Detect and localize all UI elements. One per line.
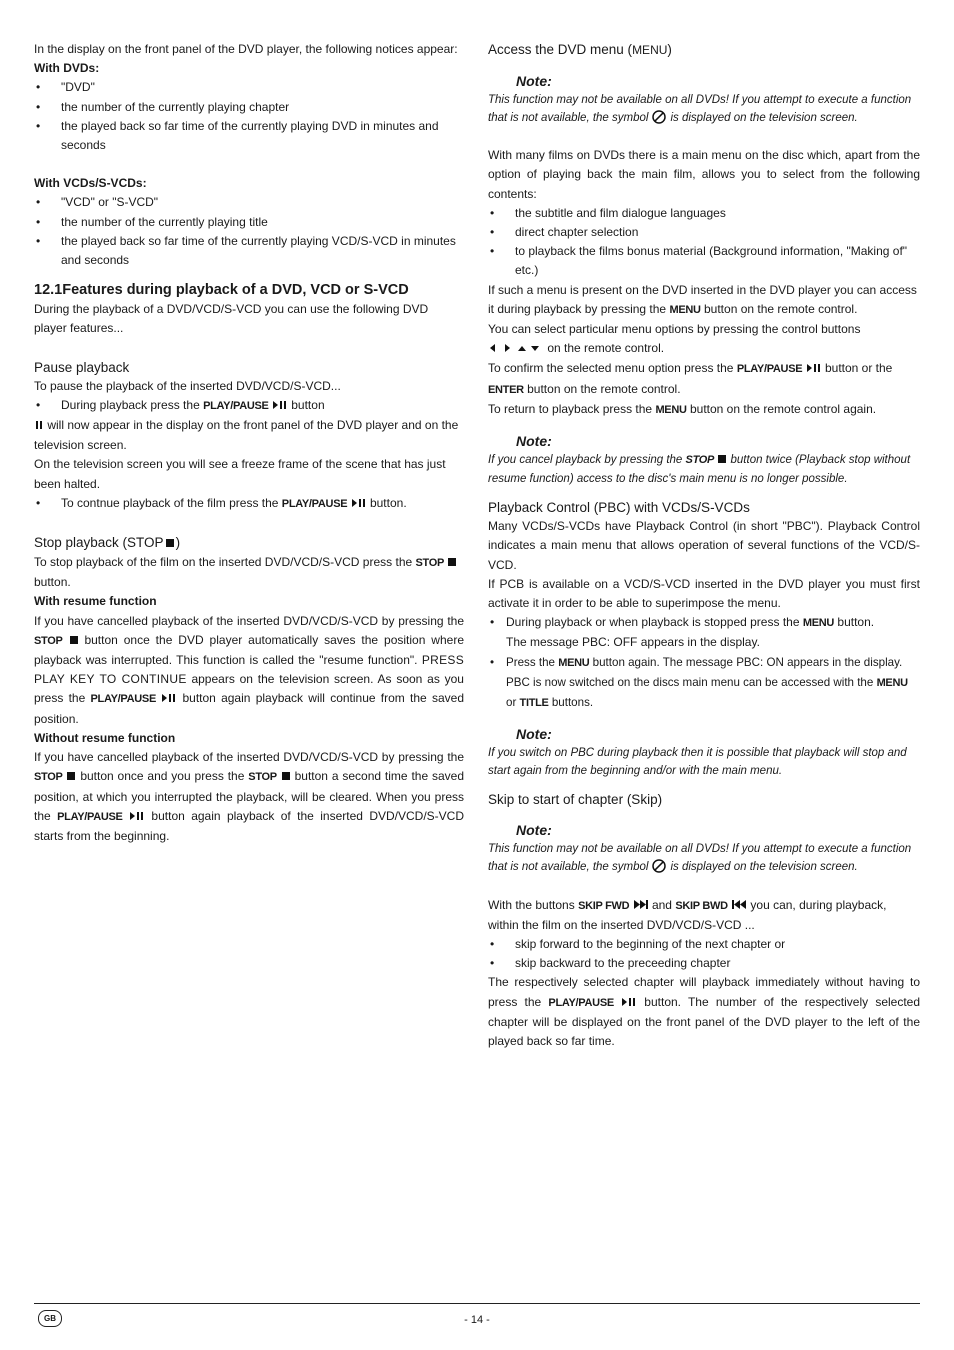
pbc-p2: If PCB is available on a VCD/S-VCD inserted in the DVD player you must first activate it in order to be able to superimpose the menu. bbox=[488, 576, 920, 611]
play-pause-key: PLAY/PAUSE bbox=[736, 363, 803, 376]
arrow-keys-icon bbox=[488, 340, 544, 359]
list-item: • During playback or when playback is stopped press the MENU button. The message PBC: OFF appears in the display. bbox=[488, 613, 920, 652]
stop-title: Stop playback (STOP ) bbox=[34, 533, 464, 553]
intro-text: In the display on the front panel of the DVD player, the following notices appear: bbox=[34, 42, 458, 56]
play-pause-icon bbox=[272, 397, 288, 416]
list-item: • To contnue playback of the film press the PLAY/PAUSE button. bbox=[34, 494, 464, 514]
stop-icon bbox=[447, 554, 457, 573]
stop-icon bbox=[281, 768, 291, 787]
stop-p1: To stop playback of the film on the inserted DVD/VCD/S-VCD press the STOP button. bbox=[34, 553, 464, 592]
pbc-on-message: PBC: ON bbox=[736, 655, 784, 669]
dvds-heading: With DVDs: bbox=[34, 61, 100, 76]
list-item: • Press the MENU button again. The message PBC: ON appears in the display. PBC is now switched on the discs main menu can be accessed with the MENU or TITLE buttons. bbox=[488, 653, 920, 714]
note-heading: Note: bbox=[516, 433, 552, 450]
stop-key: STOP bbox=[685, 454, 715, 467]
prohibited-icon bbox=[652, 859, 666, 873]
skip-p1: With the buttons SKIP FWD and SKIP BWD you can, during playback, within the film on the inserted DVD/VCD/S-VCD ... bbox=[488, 897, 887, 932]
pbc-list bbox=[488, 613, 920, 713]
note-heading: Note: bbox=[516, 73, 552, 89]
page-number: - 14 - bbox=[464, 1314, 490, 1326]
menu-p4: To confirm the selected menu option press the PLAY/PAUSE button or the ENTER button on the remote control. bbox=[488, 361, 893, 396]
menu-key: MENU bbox=[558, 656, 590, 669]
play-pause-key: PLAY/PAUSE bbox=[203, 399, 269, 412]
list-item: • to playback the films bonus material (Background information, "Making of" etc.) bbox=[488, 242, 920, 280]
menu-key: MENU bbox=[655, 403, 687, 416]
skip-backward-icon bbox=[731, 897, 747, 916]
play-pause-icon bbox=[161, 690, 177, 709]
play-pause-key: PLAY/PAUSE bbox=[281, 497, 348, 510]
list-item: • the played back so far time of the currently playing DVD in minutes and seconds bbox=[34, 117, 464, 155]
menu-p1: With many films on DVDs there is a main menu on the disc which, apart from the option of playing back the main film, allows you to select from the following contents: bbox=[488, 148, 920, 201]
stop-key: STOP bbox=[34, 771, 63, 784]
list-item: • skip forward to the beginning of the next chapter or bbox=[488, 935, 920, 954]
pause-icon bbox=[34, 417, 44, 436]
note-text: This function may not be available on all DVDs! If you attempt to execute a function that is not available, the symbol is displayed on the television screen. bbox=[488, 94, 912, 124]
skip-fwd-key: SKIP FWD bbox=[578, 899, 630, 912]
list-item: • the number of the currently playing title bbox=[34, 213, 464, 232]
pbc-p1: Many VCDs/S-VCDs have Playback Control (in short "PBC"). Playback Control indicates a main menu that allows operation of several functions of the VCD/S-VCD. bbox=[488, 519, 920, 572]
menu-key: MENU bbox=[802, 617, 835, 630]
stop-key: STOP bbox=[248, 771, 277, 784]
skip-bwd-key: SKIP BWD bbox=[675, 899, 728, 912]
list-item: • During playback press the PLAY/PAUSE button bbox=[34, 396, 464, 416]
note-text: This function may not be available on all DVDs! If you attempt to execute a function that is not available, the symbol is displayed on the television screen. bbox=[488, 843, 912, 874]
footer-divider bbox=[34, 1303, 920, 1304]
pause-p1: To pause the playback of the inserted DVD/VCD/S-VCD... bbox=[34, 378, 341, 393]
right-column bbox=[488, 40, 920, 1051]
list-item: • the played back so far time of the currently playing VCD/S-VCD in minutes and seconds bbox=[34, 232, 464, 270]
menu-p2: If such a menu is present on the DVD inserted in the DVD player you can access it during playback by pressing the MENU button on the remote control. bbox=[488, 282, 917, 316]
list-item: • skip backward to the preceeding chapter bbox=[488, 954, 920, 973]
menu-key: MENU bbox=[876, 676, 908, 689]
pause-list-2 bbox=[34, 494, 464, 514]
play-pause-key: PLAY/PAUSE bbox=[57, 810, 123, 823]
pbc-title: Playback Control (PBC) with VCDs/S-VCDs bbox=[488, 500, 750, 516]
play-pause-icon bbox=[351, 495, 367, 514]
list-item: • "VCD" or "S-VCD" bbox=[34, 193, 464, 212]
list-item: • the subtitle and film dialogue languages bbox=[488, 204, 920, 223]
pause-p2: will now appear in the display on the front panel of the DVD player and on the television screen. bbox=[34, 418, 459, 453]
play-pause-icon bbox=[129, 808, 145, 827]
stop-key: STOP bbox=[415, 557, 445, 570]
title-key: TITLE bbox=[519, 697, 549, 710]
play-pause-key: PLAY/PAUSE bbox=[90, 693, 156, 706]
menu-title: Access the DVD menu (MENU) bbox=[488, 42, 672, 57]
resume-text: If you have cancelled playback of the inserted DVD/VCD/S-VCD by pressing the STOP button once the DVD player automatically saves the position where playback was interrupted. This function is called the "resume function". PRESS PLAY KEY TO CONTINUE appears on the television screen. As soon as you press the PLAY/PAUSE button again playback will continue from the saved position. bbox=[34, 613, 464, 726]
list-item: • direct chapter selection bbox=[488, 223, 920, 242]
dvds-list bbox=[34, 78, 464, 155]
left-column bbox=[34, 40, 464, 846]
section-intro: During the playback of a DVD/VCD/S-VCD you can use the following DVD player features... bbox=[34, 302, 429, 336]
no-resume-heading: Without resume function bbox=[34, 730, 176, 745]
play-pause-icon bbox=[621, 994, 637, 1013]
pbc-off-message: PBC: OFF bbox=[582, 635, 638, 650]
list-item: • "DVD" bbox=[34, 78, 464, 97]
skip-forward-icon bbox=[633, 897, 649, 916]
menu-p3: You can select particular menu options by pressing the control buttons on the remote control. bbox=[488, 320, 920, 359]
no-resume-text: If you have cancelled playback of the inserted DVD/VCD/S-VCD by pressing the STOP button once and you press the STOP button a second time the saved position, at which you interrupted the playback, will be cleared. When you press the PLAY/PAUSE button again playback of the inserted DVD/VCD/S-VCD starts from the beginning. bbox=[34, 750, 465, 843]
skip-title: Skip to start of chapter (Skip) bbox=[488, 792, 663, 808]
menu-p5: To return to playback press the MENU button on the remote control again. bbox=[488, 401, 877, 416]
stop-icon bbox=[66, 768, 76, 787]
enter-key: ENTER bbox=[488, 383, 524, 396]
section-title: 12.1Features during playback of a DVD, VCD or S-VCD bbox=[34, 282, 409, 299]
stop-icon bbox=[717, 453, 727, 471]
note-text: If you cancel playback by pressing the STOP button twice (Playback stop without resume function) access to the disc's main menu is no longer possible. bbox=[488, 454, 911, 485]
play-pause-key: PLAY/PAUSE bbox=[548, 996, 614, 1009]
skip-p2: The respectively selected chapter will playback immediately without having to press the PLAY/PAUSE button. The number of the respectively selected chapter will be displayed on the front panel of the DVD player to the left of the played back so far time. bbox=[488, 975, 921, 1049]
prohibited-icon bbox=[652, 110, 666, 124]
resume-heading: With resume function bbox=[34, 594, 157, 609]
stop-key: STOP bbox=[34, 634, 63, 647]
pause-list-1 bbox=[34, 396, 464, 416]
vcds-list bbox=[34, 193, 464, 270]
list-item: • the number of the currently playing chapter bbox=[34, 98, 464, 117]
note-heading: Note: bbox=[516, 822, 552, 839]
stop-icon bbox=[164, 534, 176, 553]
menu-contents-list bbox=[488, 204, 920, 281]
stop-icon bbox=[69, 632, 79, 651]
pause-p3: On the television screen you will see a freeze frame of the scene that has just been halted. bbox=[34, 457, 446, 491]
language-badge: GB bbox=[38, 1310, 62, 1327]
note-heading: Note: bbox=[516, 726, 552, 743]
play-pause-icon bbox=[806, 360, 822, 379]
pause-title: Pause playback bbox=[34, 359, 130, 375]
skip-list bbox=[488, 935, 920, 973]
menu-key: MENU bbox=[669, 303, 701, 316]
vcds-heading: With VCDs/S-VCDs: bbox=[34, 176, 147, 191]
note-text: If you switch on PBC during playback then it is possible that playback will stop and start again from the beginning and/or with the main menu. bbox=[488, 747, 907, 777]
